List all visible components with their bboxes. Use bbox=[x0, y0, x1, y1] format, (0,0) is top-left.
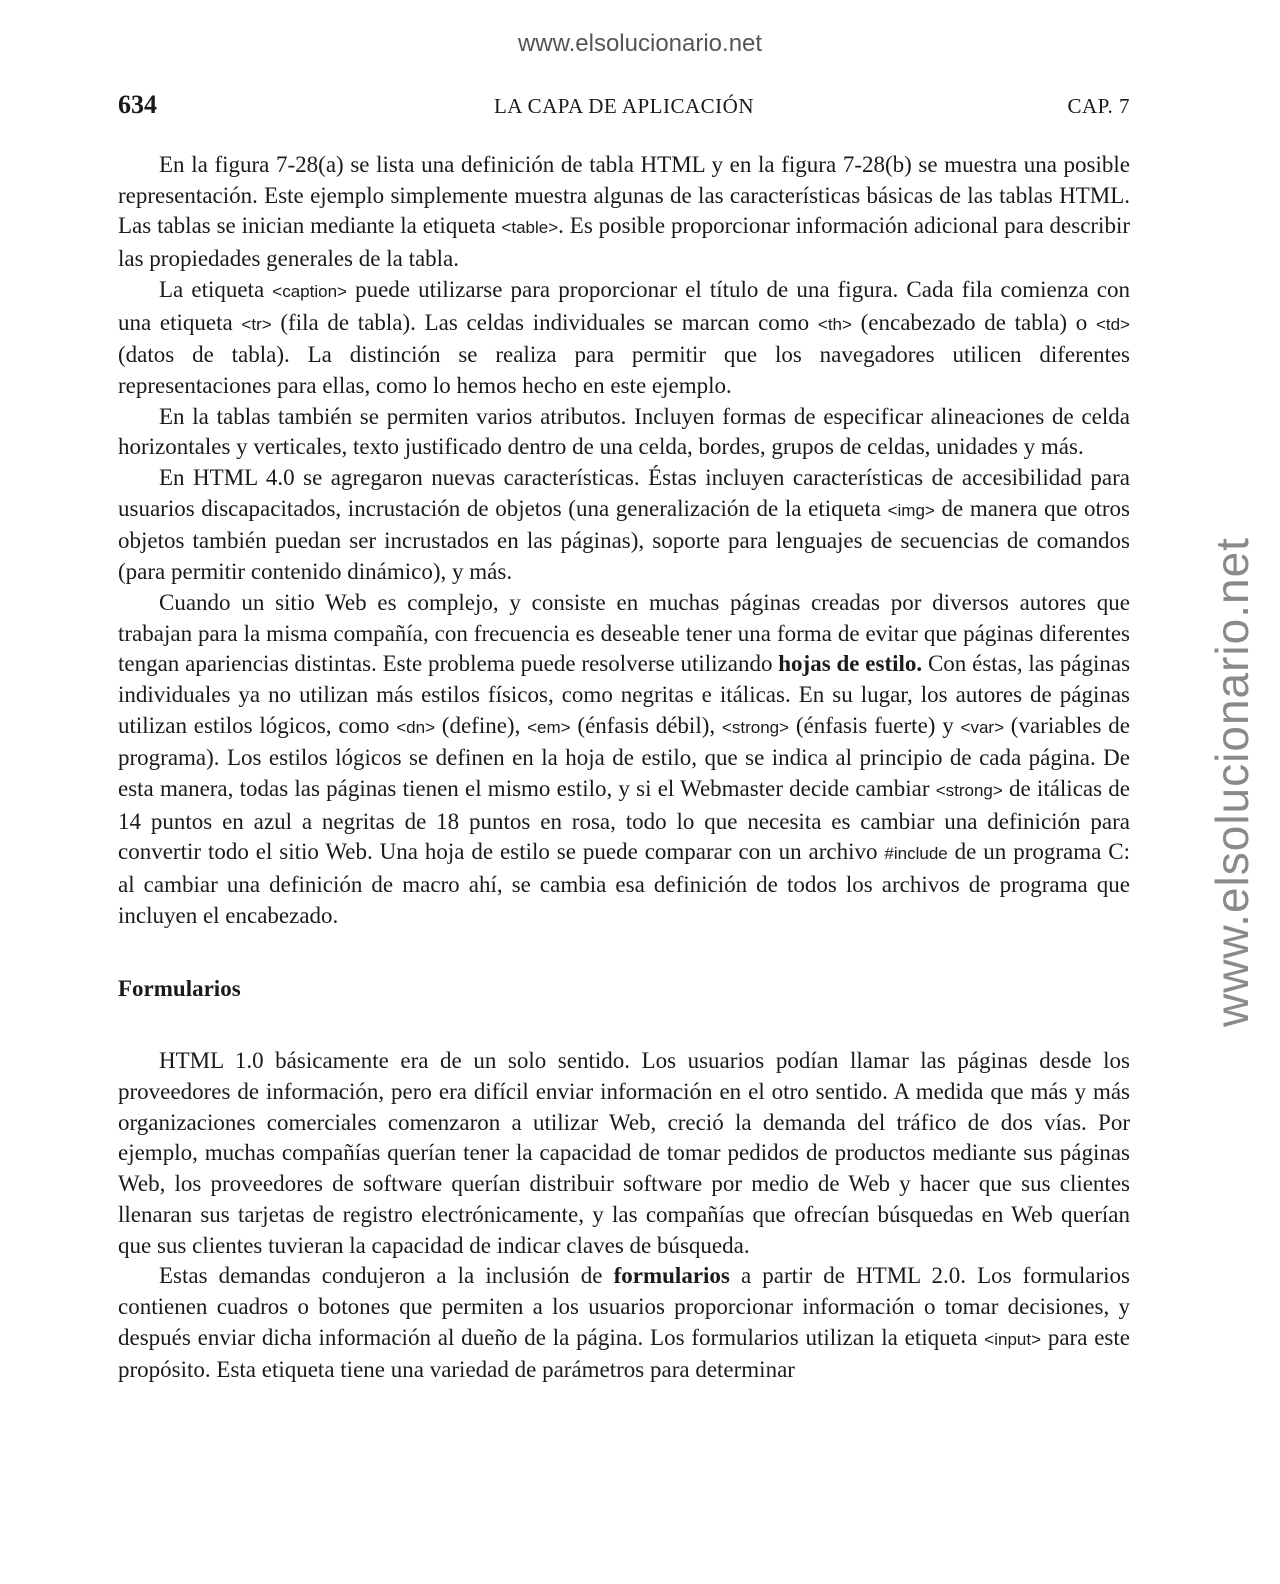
text-run: para este propósito. Esta etiqueta tiene una variedad de parámetros para determinar bbox=[118, 1324, 1130, 1383]
code-tag: <dn> bbox=[396, 717, 435, 737]
text-run: de itálicas de 14 puntos en azul a negritas de 18 puntos en rosa, todo lo que necesita es cambiar una definición para convertir todo el sitio Web. Una hoja de estilo se puede comparar con un archivo bbox=[118, 776, 1130, 865]
code-tag: <td> bbox=[1095, 314, 1130, 334]
text-run: a partir de HTML 2.0. Los formularios contienen cuadros o botones que permiten a los usuarios proporcionar información o tomar decisiones, y después enviar dicha información al dueño de la página. Los formularios utilizan la etiqueta bbox=[118, 1263, 1130, 1350]
section-heading: Formularios bbox=[118, 975, 241, 1001]
text-run: (énfasis fuerte) y bbox=[789, 712, 961, 738]
chapter-tag: CAP. 7 bbox=[1067, 94, 1130, 118]
body-text bbox=[118, 150, 1130, 1386]
text-run: (datos de tabla). La distinción se realiza para permitir que los navegadores utilicen diferentes representaciones para ellas, como lo hemos hecho en este ejemplo. bbox=[118, 342, 1130, 398]
code-tag: <strong> bbox=[935, 781, 1003, 801]
code-tag: <em> bbox=[527, 717, 571, 737]
paragraph-1 bbox=[118, 150, 1130, 275]
bold-term: hojas de estilo. bbox=[778, 651, 923, 677]
text-run: (fila de tabla). Las celdas individuales se marcan como bbox=[271, 309, 818, 335]
text-run: (define), bbox=[435, 712, 528, 738]
code-tag: <strong> bbox=[721, 717, 790, 737]
text-run: En HTML 4.0 se agregaron nuevas características. Éstas incluyen características de accesibilidad para usuarios discapacitados, incrustación de objetos (una generalización de la etiqueta bbox=[118, 465, 1130, 521]
text-run: Estas demandas condujeron a la inclusión de bbox=[159, 1263, 614, 1289]
text-run: . Es posible proporcionar información adicional para describir las propiedades generales de la tabla. bbox=[118, 213, 1130, 272]
text-run: (variables de programa). Los estilos lógicos se definen en la hoja de estilo, que se indica al principio de cada página. De esta manera, todas las páginas tienen el mismo estilo, y si el Webmaster decide cambiar bbox=[118, 712, 1130, 802]
text-run: Con éstas, las páginas individuales ya no utilizan más estilos físicos, como negritas e itálicas. En su lugar, los autores de páginas utilizan estilos lógicos, como bbox=[118, 651, 1131, 738]
code-tag: #include bbox=[884, 844, 948, 864]
code-tag: <th> bbox=[817, 314, 852, 334]
code-tag: <var> bbox=[960, 717, 1005, 737]
paragraph-5 bbox=[118, 588, 1130, 932]
running-head bbox=[118, 90, 1130, 126]
paragraph-6: HTML 1.0 básicamente era de un solo sentido. Los usuarios podían llamar las páginas desde los proveedores de información, pero era difícil enviar información en el otro sentido. A medida que más y más organizaciones comerciales comenzaron a utilizar Web, creció la demanda del tráfico de dos vías. Por ejemplo, muchas compañías querían tener la capacidad de tomar pedidos de productos mediante sus páginas Web, los proveedores de software querían distribuir software por medio de Web y hacer que sus clientes llenaran sus tarjetas de registro electrónicamente, y las compañías que ofrecían búsquedas en Web querían que sus clientes tuvieran la capacidad de indicar claves de búsqueda. bbox=[118, 1048, 1130, 1258]
code-tag: <tr> bbox=[241, 314, 272, 334]
text-run: En la figura 7-28(a) se lista una definición de tabla HTML y en la figura 7-28(b) se muestra una posible representación. Este ejemplo simplemente muestra algunas de las características básicas de las tablas HTML. Las tablas se inician mediante la etiqueta bbox=[118, 152, 1130, 239]
text-run: La etiqueta bbox=[159, 276, 273, 302]
chapter-title: LA CAPA DE APLICACIÓN bbox=[493, 94, 755, 118]
page-number: 634 bbox=[118, 90, 157, 119]
text-run: (encabezado de tabla) o bbox=[851, 309, 1096, 335]
text-run: Cuando un sitio Web es complejo, y consiste en muchas páginas creadas por diversos autores que trabajan para la misma compañía, con frecuencia es deseable tener una forma de evitar que páginas diferentes tengan apariencias distintas. Este problema puede resolverse utilizando bbox=[118, 589, 1130, 677]
code-tag: <input> bbox=[984, 1329, 1042, 1349]
bold-term: formularios bbox=[613, 1263, 730, 1289]
code-tag: <table> bbox=[501, 218, 559, 238]
watermark-side: www.elsolucionario.net bbox=[1206, 537, 1258, 1027]
paragraph-2 bbox=[118, 275, 1130, 402]
text-run: de manera que otros objetos también puedan ser incrustados en las páginas), soporte para lenguajes de secuencias de comandos (para permitir contenido dinámico), y más. bbox=[118, 495, 1130, 585]
paragraph-7 bbox=[118, 1261, 1130, 1386]
paragraph-3: En la tablas también se permiten varios atributos. Incluyen formas de especificar alineaciones de celda horizontales y verticales, texto justificado dentro de una celda, bordes, grupos de celdas, unidades y más. bbox=[118, 403, 1130, 460]
text-run: (énfasis débil), bbox=[570, 712, 722, 738]
paragraph-4 bbox=[118, 463, 1130, 588]
code-tag: <caption> bbox=[272, 281, 347, 301]
text-run: puede utilizarse para proporcionar el título de una figura. Cada fila comienza con una etiqueta bbox=[118, 276, 1130, 335]
watermark-top: www.elsolucionario.net bbox=[517, 30, 763, 57]
text-run: de un programa C: al cambiar una definición de macro ahí, se cambia esa definición de todos los archivos de programa que incluyen el encabezado. bbox=[118, 839, 1130, 928]
code-tag: <img> bbox=[887, 500, 935, 520]
